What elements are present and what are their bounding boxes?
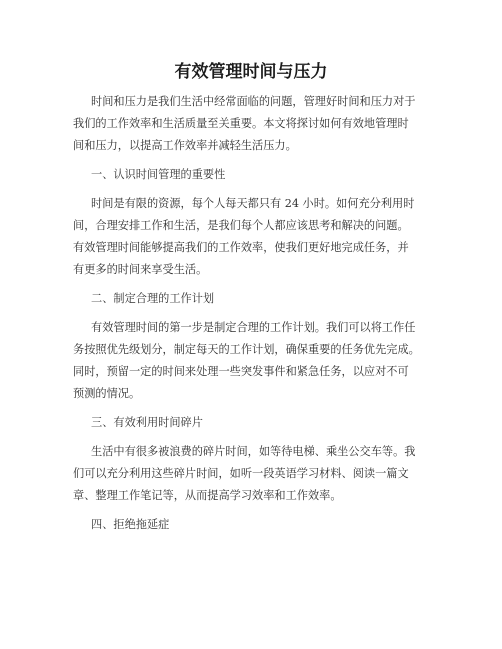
document-title: 有效管理时间与压力 [174, 62, 328, 82]
section-heading: 二、制定合理的工作计划 [91, 292, 215, 305]
section-line: 有效管理时间能够提高我们的工作效率，使我们更好地完成任务，并 [73, 241, 409, 254]
intro-line: 时间和压力是我们生活中经常面临的问题，管理好时间和压力对于 [91, 95, 416, 108]
section-heading: 一、认识时间管理的重要性 [91, 168, 226, 181]
section-line: 章、整理工作笔记等，从而提高学习效率和工作效率。 [73, 489, 342, 502]
section-line: 务按照优先级划分，制定每天的工作计划，确保重要的任务优先完成。 [73, 343, 420, 356]
section-line: 们可以充分利用这些碎片时间，如听一段英语学习材料、阅读一篇文 [73, 467, 409, 480]
intro-line: 间和压力，以提高工作效率并减轻生活压力。 [73, 139, 297, 152]
section-line: 有效管理时间的第一步是制定合理的工作计划。我们可以将工作任 [91, 321, 416, 334]
section-line: 间，合理安排工作和生活，是我们每个人都应该思考和解决的问题。 [73, 219, 409, 232]
section-line: 生活中有很多被浪费的碎片时间，如等待电梯、乘坐公交车等。我 [91, 445, 416, 458]
section-heading: 四、拒绝拖延症 [91, 518, 170, 531]
intro-line: 我们的工作效率和生活质量至关重要。本文将探讨如何有效地管理时 [73, 117, 409, 130]
section-line: 预测的情况。 [73, 387, 141, 400]
section-line: 时间是有限的资源，每个人每天都只有 24 小时。如何充分利用时 [91, 197, 415, 210]
section-line: 同时，预留一定的时间来处理一些突发事件和紧急任务，以应对不可 [73, 365, 409, 378]
section-heading: 三、有效利用时间碎片 [91, 416, 203, 429]
section-line: 有更多的时间来享受生活。 [73, 263, 208, 276]
